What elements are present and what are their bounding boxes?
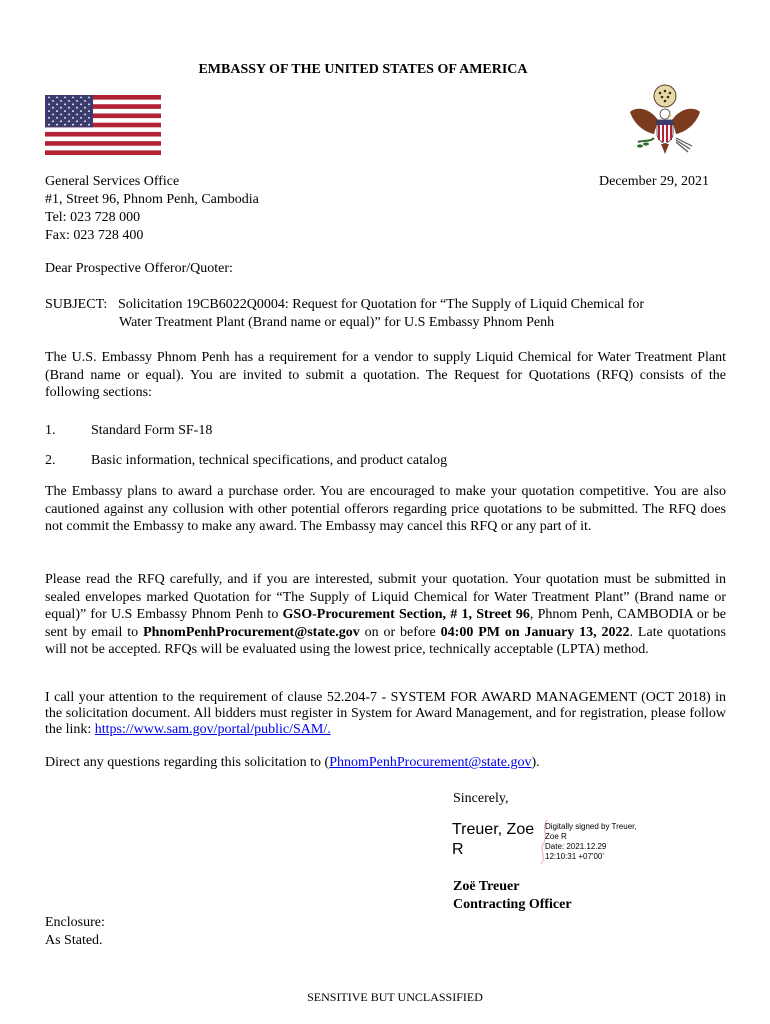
questions-text: Direct any questions regarding this solicitation to (: [45, 755, 330, 770]
signature-meta-line: Date: 2021.12.29: [545, 842, 607, 851]
award-paragraph: The Embassy plans to award a purchase order. You are encouraged to make your quotation competitive. You are also cautioned against any collusion with other potential offerors regarding price quotations to be submitted. The RFQ does not commit the Embassy to make any award. The Embassy may cancel this RFQ or any part of it.: [45, 484, 726, 534]
section-number: 1.: [45, 423, 56, 438]
questions-text: ).: [531, 755, 540, 770]
closing: Sincerely,: [453, 791, 509, 806]
instructions-text: , Phnom Penh, CAMBODIA or be sent by email to: [45, 607, 727, 640]
subject-line-1: Solicitation 19CB6022Q0004: Request for Quotation for “The Supply of Liquid Chemical for: [118, 297, 645, 312]
instructions-paragraph: [45, 571, 726, 659]
us-flag-icon: [45, 95, 161, 160]
subject-line-2: Water Treatment Plant (Brand name or equal)” for U.S Embassy Phnom Penh: [119, 315, 555, 330]
submission-deadline: 04:00 PM on January 13, 2022: [440, 624, 630, 640]
signature-name-line-1: Treuer, Zoe: [452, 821, 535, 838]
delivery-address: GSO-Procurement Section, # 1, Street 96: [282, 607, 530, 622]
sender-fax: Fax: 023 728 400: [45, 228, 144, 243]
sam-paragraph: [45, 690, 726, 738]
sender-tel: Tel: 023 728 000: [45, 210, 141, 225]
instructions-text: . Late quotations will not be accepted. RFQs will be evaluated using the lowest price, technically acceptable (LPTA) method.: [45, 624, 727, 657]
sam-link[interactable]: https://www.sam.gov/portal/public/SAM/.: [94, 722, 331, 737]
signature-name-line-2: R: [452, 841, 464, 858]
signer-title: Contracting Officer: [453, 897, 572, 912]
section-item: Basic information, technical specifications, and product catalog: [91, 453, 448, 468]
instructions-text: on or before: [359, 624, 441, 640]
signature-meta-line: Digitally signed by Treuer,: [545, 822, 637, 831]
questions-line: [45, 754, 540, 772]
letter-date: December 29, 2021: [599, 174, 710, 189]
classification-footer: SENSITIVE BUT UNCLASSIFIED: [307, 990, 483, 1004]
page-title: EMBASSY OF THE UNITED STATES OF AMERICA: [198, 62, 528, 77]
procurement-email: PhnomPenhProcurement@state.gov: [143, 624, 360, 640]
subject-label: SUBJECT:: [45, 297, 108, 312]
sender-office: General Services Office: [45, 174, 180, 189]
section-number: 2.: [45, 453, 56, 468]
questions-email-link[interactable]: PhnomPenhProcurement@state.gov: [329, 755, 532, 770]
salutation: Dear Prospective Offeror/Quoter:: [45, 261, 233, 276]
signer-name: Zoë Treuer: [453, 879, 520, 894]
sender-address: #1, Street 96, Phnom Penh, Cambodia: [45, 192, 259, 207]
enclosure-value: As Stated.: [45, 933, 103, 948]
signature-details: [545, 822, 637, 862]
signature-meta-line: Zoe R: [545, 832, 567, 841]
digital-signature[interactable]: [452, 820, 534, 860]
instructions-text: Please read the RFQ carefully, and if you are interested, submit your quotation. Your quotation must be submitted in sealed envelopes marked Quotation for “The Supply of Liquid Chemical for Water Treatment Plant” (Brand name or equal)” for U.S Embassy Phnom Penh to: [45, 572, 726, 622]
embassy-seal-icon: [624, 82, 706, 165]
section-item: Standard Form SF-18: [91, 423, 213, 438]
intro-paragraph: The U.S. Embassy Phnom Penh has a requirement for a vendor to supply Liquid Chemical for Water Treatment Plant (Brand name or equal). You are invited to submit a quotation. The Request for Quotations (RFQ) consists of the following sections:: [45, 350, 726, 400]
signature-meta-line: 12:10:31 +07'00': [545, 852, 604, 861]
enclosure-label: Enclosure:: [45, 915, 105, 930]
sam-text: I call your attention to the requirement of clause 52.204-7 - SYSTEM FOR AWARD MANAGEMENT (OCT 2018) in the solicitation document. All bidders must register in System for Award Management, and for registration, please follow the link:: [45, 690, 726, 737]
